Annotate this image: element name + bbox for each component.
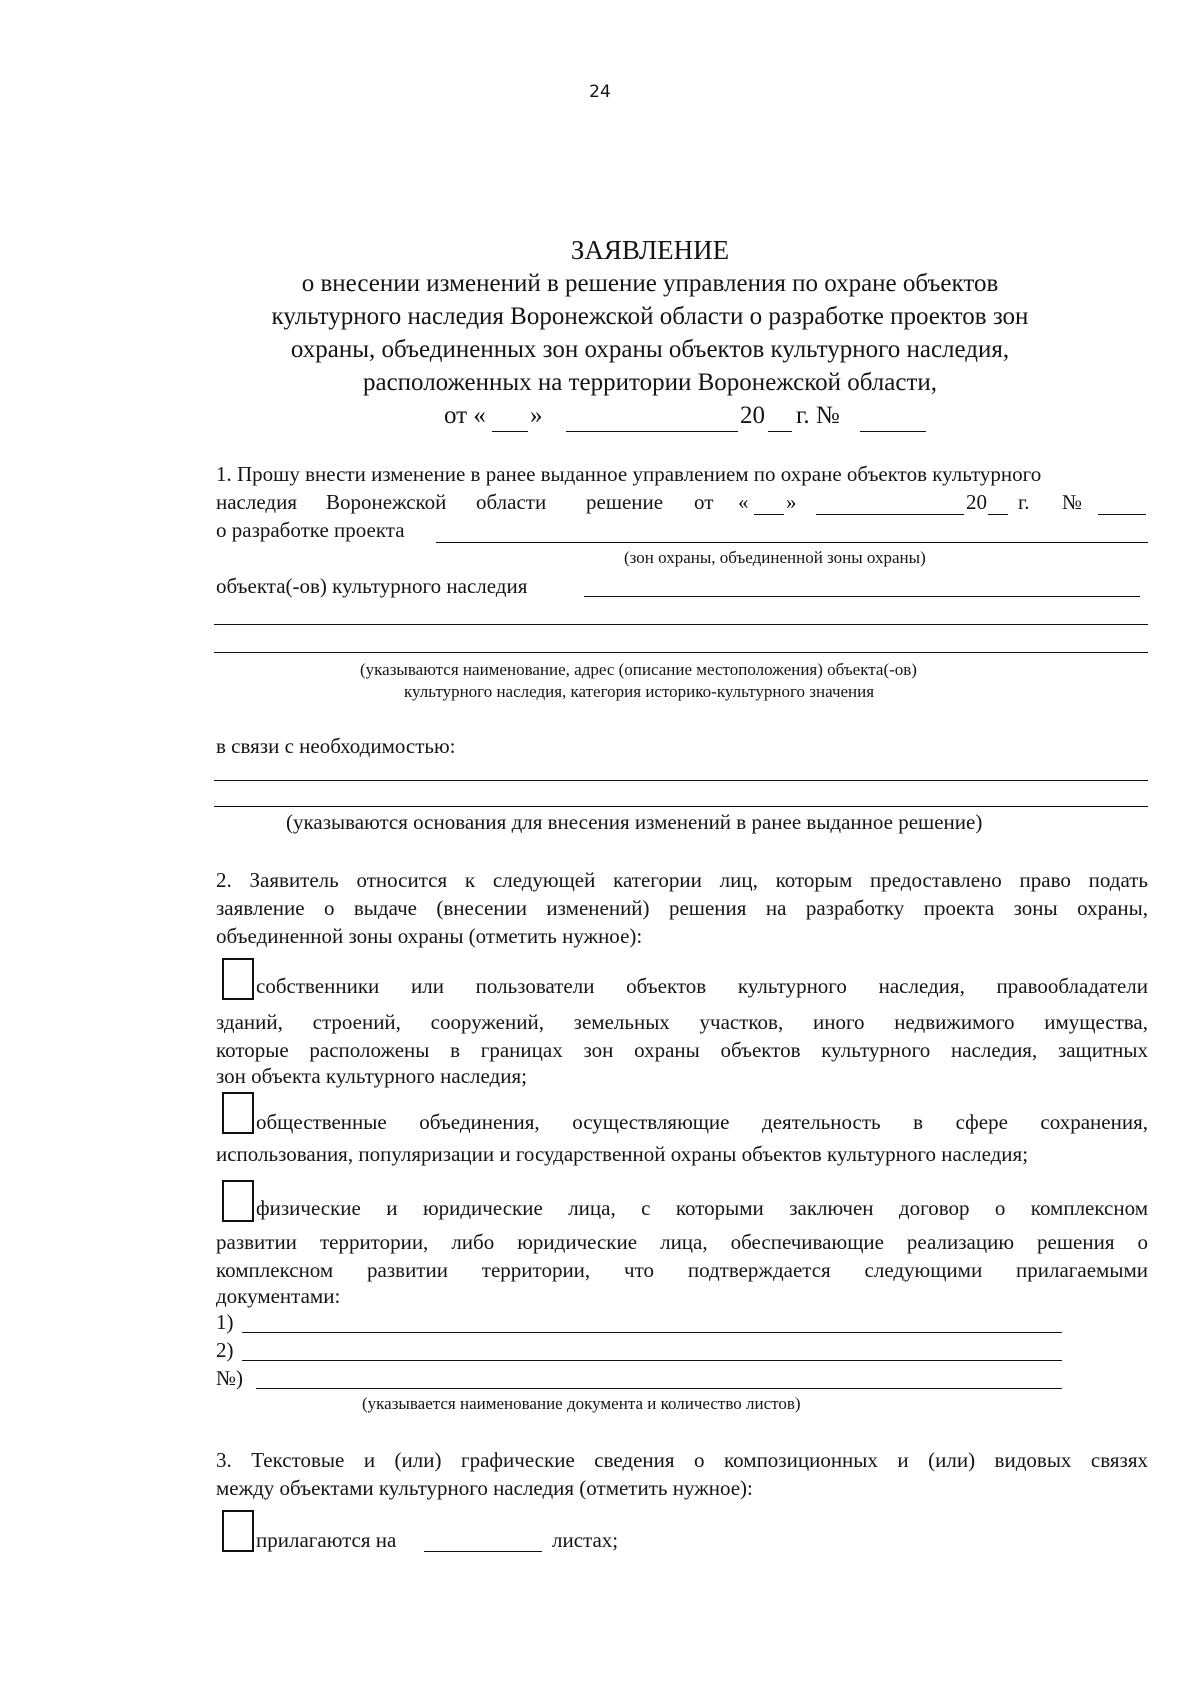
option2-line-1: общественные объединения, осуществляющие деятельность в сфере сохранения, <box>256 1110 1148 1134</box>
s1-day-field[interactable] <box>754 514 784 515</box>
option1-checkbox[interactable] <box>222 958 254 1000</box>
word-ot: от <box>694 490 714 514</box>
subtitle-line-3: охраны, объединенных зон охраны объектов культурного наследия, <box>290 336 1010 363</box>
attached-label: прилагаются на <box>256 1528 397 1552</box>
page-number: 24 <box>589 82 611 102</box>
s1-month-field[interactable] <box>816 514 964 515</box>
subtitle-line-1: о внесении изменений в решение управления по охране объектов <box>301 270 999 297</box>
year-suffix: г. № <box>796 402 840 429</box>
s1-number-field[interactable] <box>1098 514 1146 515</box>
doc-item-3-label: №) <box>216 1366 244 1390</box>
option2-checkbox[interactable] <box>222 1092 254 1134</box>
option1-line-4: зон объекта культурного наследия; <box>216 1064 527 1088</box>
section2-intro-3: объединенной зоны охраны (отметить нужное): <box>216 924 643 948</box>
sheets-label: листах; <box>552 1528 619 1552</box>
section2-intro-1: 2. Заявитель относится к следующей категории лиц, которым предоставлено право подать <box>216 868 1148 892</box>
word-naslediya: наследия <box>216 490 297 514</box>
year-prefix: 20 <box>740 402 765 429</box>
doc-item-1-label: 1) <box>216 1310 234 1334</box>
object-field-2[interactable] <box>214 624 1148 625</box>
option3-line-4: документами: <box>216 1284 341 1308</box>
doc-item-2-field[interactable] <box>242 1360 1062 1361</box>
year-field[interactable] <box>768 431 792 432</box>
object-label: объекта(-ов) культурного наследия <box>216 574 528 598</box>
document-header <box>200 234 1100 399</box>
necessity-field-1[interactable] <box>214 780 1148 781</box>
subtitle-line-2: культурного наследия Воронежской области о разработке проектов зон <box>271 303 1029 330</box>
date-prefix: от « <box>444 402 486 429</box>
s1-year-field[interactable] <box>988 514 1008 515</box>
quote-open: « <box>738 490 749 514</box>
word-oblasti: области <box>476 490 547 514</box>
s1-no: № <box>1062 490 1083 514</box>
doc-item-3-field[interactable] <box>256 1388 1062 1389</box>
necessity-label: в связи с необходимостью: <box>216 734 456 758</box>
doc-hint: (указывается наименование документа и количество листов) <box>362 1394 801 1413</box>
word-voronezhskoy: Воронежской <box>326 490 447 514</box>
number-field[interactable] <box>860 431 926 432</box>
project-label: о разработке проекта <box>216 518 405 542</box>
quote-close: » <box>786 490 797 514</box>
option3-line-1: физические и юридические лица, с которыми заключен договор о комплексном <box>256 1196 1148 1220</box>
s1-g: г. <box>1018 490 1030 514</box>
necessity-hint: (указываются основания для внесения изменений в ранее выданное решение) <box>286 810 983 834</box>
doc-item-2-label: 2) <box>216 1338 234 1362</box>
doc-item-1-field[interactable] <box>242 1332 1062 1333</box>
word-reshenie: решение <box>586 490 664 514</box>
project-field[interactable] <box>436 542 1148 543</box>
option3-line-2: развитии территории, либо юридические лица, обеспечивающие реализацию решения о <box>216 1230 1148 1254</box>
month-field[interactable] <box>566 431 738 432</box>
section2-intro-2: заявление о выдаче (внесении изменений) решения на разработку проекта зоны охраны, <box>216 896 1148 920</box>
section3-intro-1: 3. Текстовые и (или) графические сведения о композиционных и (или) видовых связях <box>216 1448 1148 1472</box>
option2-line-2: использования, популяризации и государственной охраны объектов культурного наследия; <box>216 1142 1029 1166</box>
day-field[interactable] <box>492 431 528 432</box>
option1-line-3: которые расположены в границах зон охраны объектов культурного наследия, защитных <box>216 1038 1148 1062</box>
section1-line1: 1. Прошу внести изменение в ранее выданное управлением по охране объектов культурного <box>216 462 1042 486</box>
object-hint-1: (указываются наименование, адрес (описание местоположения) объекта(-ов) <box>360 660 917 679</box>
object-field-3[interactable] <box>214 652 1148 653</box>
option3-checkbox[interactable] <box>222 1180 254 1222</box>
object-field-1[interactable] <box>584 596 1140 597</box>
sheets-count-field[interactable] <box>424 1551 542 1552</box>
option1-line-1: собственники или пользователи объектов культурного наследия, правообладатели <box>256 974 1148 998</box>
document-title: ЗАЯВЛЕНИЕ <box>570 235 730 265</box>
section3-intro-2: между объектами культурного наследия (отметить нужное): <box>216 1476 753 1500</box>
date-close: » <box>530 402 543 429</box>
option1-line-2: зданий, строений, сооружений, земельных участков, иного недвижимого имущества, <box>216 1010 1148 1034</box>
project-hint: (зон охраны, объединенной зоны охраны) <box>624 548 926 567</box>
option3-line-3: комплексном развитии территории, что подтверждается следующими прилагаемыми <box>216 1258 1148 1282</box>
object-hint-2: культурного наследия, категория историко-культурного значения <box>404 682 875 701</box>
subtitle-line-4: расположенных на территории Воронежской области, <box>362 369 938 396</box>
s1-year-prefix: 20 <box>966 490 987 514</box>
section3-checkbox[interactable] <box>222 1510 254 1552</box>
necessity-field-2[interactable] <box>214 806 1148 807</box>
